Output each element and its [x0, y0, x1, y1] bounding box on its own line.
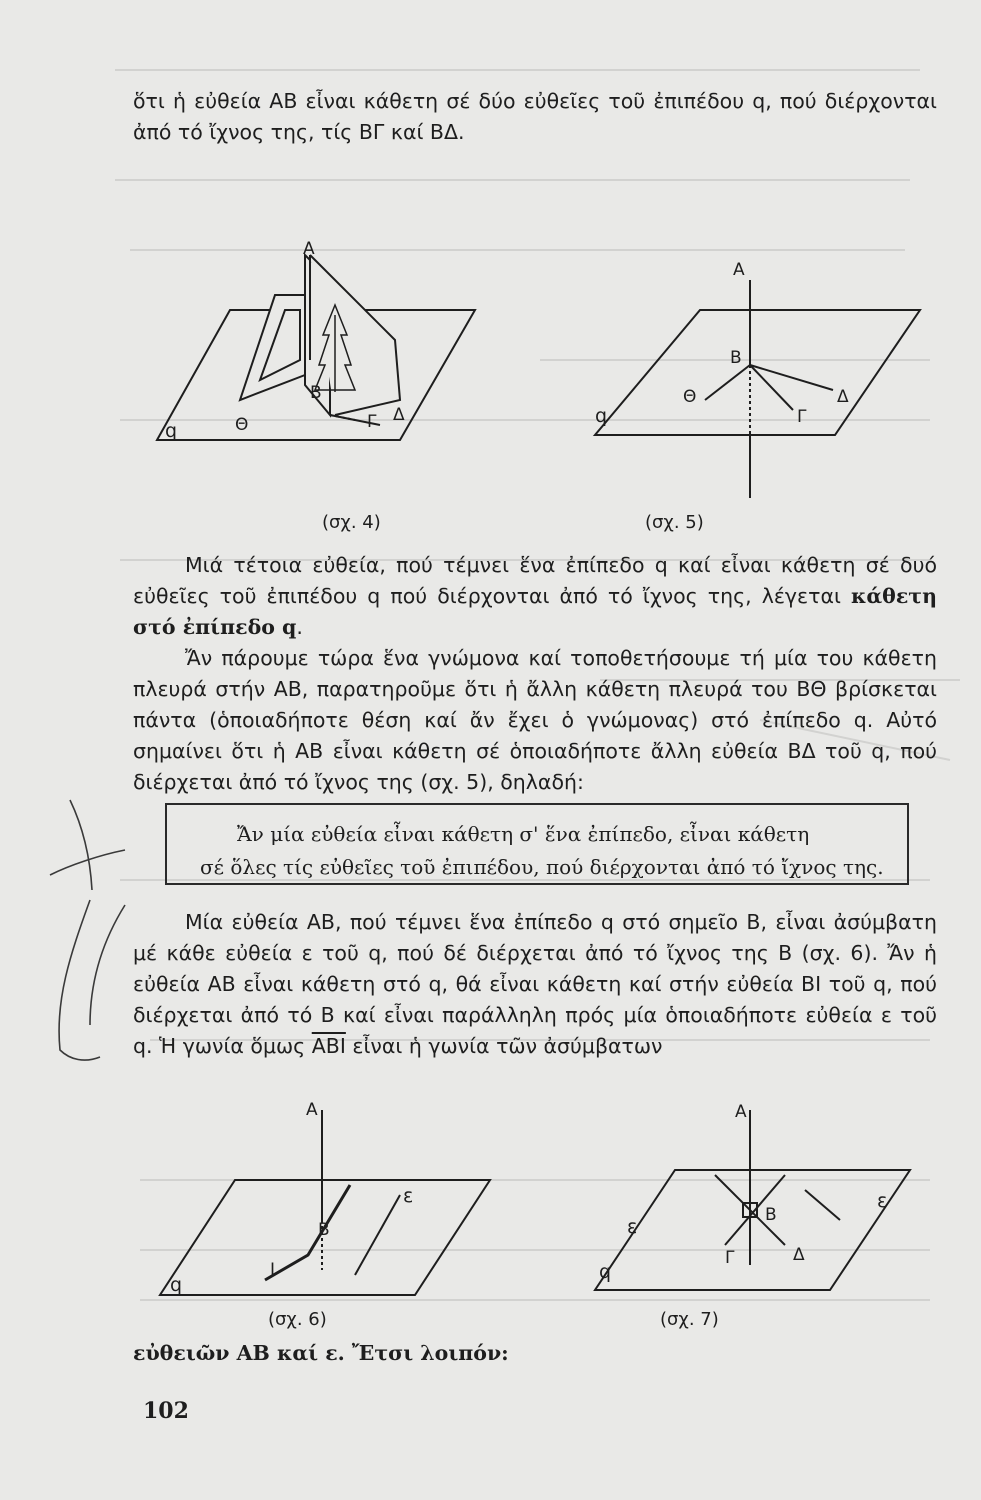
fig5-label-q: q [595, 405, 608, 427]
fig5-label-g: Γ [797, 407, 807, 427]
fig5-line-b-theta [705, 365, 750, 400]
fig5-label-a: Α [733, 260, 745, 280]
theorem-box [165, 803, 909, 885]
fig4-label-th: Θ [235, 415, 249, 435]
fig4-label-g: Γ [367, 412, 377, 432]
fig7-line-e2 [805, 1190, 840, 1220]
paragraph-4: Μία εὐθεία ΑΒ, πού τέμνει ἕνα ἐπίπεδο q στό σημεῖο Β, εἶναι ἀσύμβατη μέ κάθε εὐθεία ε τοῦ q, πού δέ διέρχεται ἀπό τό ἴχνος της Β (σχ. 6). Ἄν ἡ εὐθεία ΑΒ εἶναι κάθετη στό q, θά εἶναι κάθετη καί στήν εὐθεία ΒΙ τοῦ q, πού διέρχεται ἀπό τό Β καί εἶναι παράλληλη πρός μία ὁποιαδήποτε εὐθεία ε τοῦ q. Ἡ γωνία ὅμως $\overline{ABI}$ εἶναι ἡ γωνία τῶν ἀσύμβατων [133, 910, 937, 1058]
fig7-plane-q [595, 1170, 910, 1290]
fig7-caption: (σχ. 7) [660, 1309, 719, 1330]
theorem-line-1: Ἄν μία εὐθεία εἶναι κάθετη σ' ἕνα ἐπίπεδο, εἶναι κάθετη [237, 822, 810, 846]
figure-6 [150, 1095, 500, 1330]
fig6-label-q: q [170, 1274, 183, 1296]
paragraph-1: ὅτι ἡ εὐθεία ΑΒ εἶναι κάθετη σέ δύο εὐθεῖες τοῦ ἐπιπέδου q, πού διέρχονται ἀπό τό ἴχνος της, τίς ΒΓ καί ΒΔ. [133, 89, 937, 144]
fig7-label-q: q [599, 1261, 612, 1283]
fig5-label-b: Β [730, 348, 742, 368]
fig7-label-g: Γ [725, 1248, 735, 1268]
fig6-label-i: Ι [270, 1260, 276, 1280]
fig4-label-d: Δ [393, 405, 405, 425]
fig4-label-q: q [165, 420, 178, 442]
fig5-label-d: Δ [837, 387, 849, 407]
fig6-label-b: Β [318, 1220, 330, 1240]
fig7-label-b: Β [765, 1205, 777, 1225]
fig4-label-a: Α [303, 239, 315, 259]
fig6-line-bi [265, 1185, 350, 1280]
term-perpendicular-to-plane: κάθετη στό ἐπίπεδο q [133, 584, 937, 639]
fig5-caption: (σχ. 5) [645, 512, 704, 533]
page-number: 102 [143, 1398, 189, 1424]
fig7-label-d: Δ [793, 1245, 805, 1265]
fig4-caption: (σχ. 4) [322, 512, 381, 533]
figure-7 [585, 1095, 930, 1330]
fig7-label-e2: ε [877, 1190, 888, 1212]
paragraph-3: Ἄν πάρουμε τώρα ἕνα γνώμονα καί τοποθετήσουμε τή μία του κάθετη πλευρά στήν ΑΒ, παρατηροῦμε ὅτι ἡ ἄλλη κάθετη πλευρά του ΒΘ βρίσκεται πάντα (ὁποιαδήποτε θέση καί ἄν ἔχει ὁ γνώμονας) στό ἐπίπεδο q. Αὐτό σημαίνει ὅτι ἡ ΑΒ εἶναι κάθετη σέ ὁποιαδήποτε ἄλλη εὐθεία ΒΔ τοῦ q, πού διέρχεται ἀπό τό ἴχνος της (σχ. 5), δηλαδή: [133, 646, 937, 794]
angle-abi: $\overline{ABI}$ [311, 1034, 346, 1058]
paragraph-5: εὐθειῶν ΑΒ καί ε. Ἔτσι λοιπόν: [133, 1341, 509, 1365]
fig6-line-e [355, 1195, 400, 1275]
fig6-label-e: ε [403, 1185, 414, 1207]
fig7-label-e1: ε [627, 1216, 638, 1238]
margin-pen-marks [30, 795, 130, 1075]
figure-4 [145, 230, 485, 505]
fig6-caption: (σχ. 6) [268, 1309, 327, 1330]
fig6-label-a: Α [306, 1100, 318, 1120]
figure-5 [585, 250, 930, 510]
paragraph-2: Μιά τέτοια εὐθεία, πού τέμνει ἕνα ἐπίπεδο q καί εἶναι κάθετη σέ δυό εὐθεῖες τοῦ ἐπιπέδου q πού διέρχονται ἀπό τό ἴχνος της, λέγεται κάθετη στό ἐπίπεδο q. [133, 553, 937, 639]
fig5-label-th: Θ [683, 387, 697, 407]
fig7-label-a: Α [735, 1102, 747, 1122]
fig4-label-b: Β [310, 383, 322, 403]
theorem-line-2: σέ ὅλες τίς εὐθεῖες τοῦ ἐπιπέδου, πού διέρχονται ἀπό τό ἴχνος της. [200, 855, 884, 879]
